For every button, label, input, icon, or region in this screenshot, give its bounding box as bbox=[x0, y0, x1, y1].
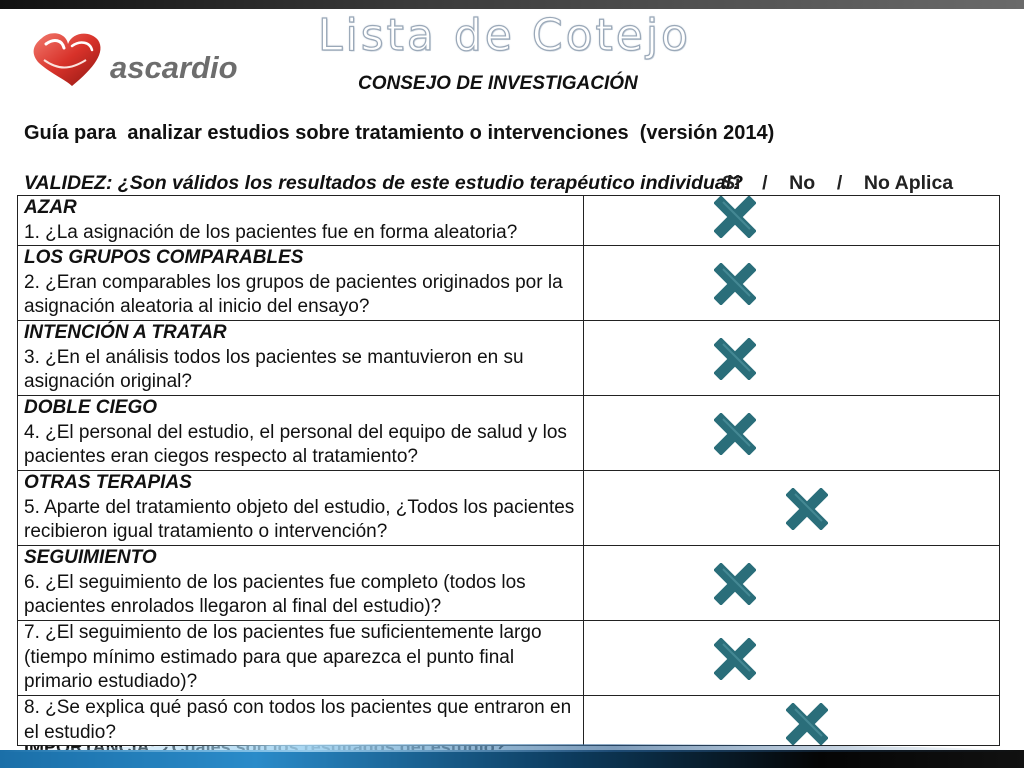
top-decor-bar bbox=[0, 0, 1024, 9]
logo-text: ascardio bbox=[110, 50, 238, 85]
answer-cell[interactable] bbox=[584, 546, 1000, 621]
x-mark-icon bbox=[714, 413, 756, 455]
x-mark-icon bbox=[714, 638, 756, 680]
question-cell bbox=[18, 471, 584, 546]
section-title: DOBLE CIEGO bbox=[24, 397, 158, 418]
page-subtitle: CONSEJO DE INVESTIGACIÓN bbox=[358, 73, 638, 94]
x-mark-icon bbox=[714, 563, 756, 605]
answer-cell[interactable] bbox=[584, 321, 1000, 396]
section-title: INTENCIÓN A TRATAR bbox=[24, 322, 227, 343]
table-row bbox=[18, 321, 1000, 396]
section-title: AZAR bbox=[24, 197, 77, 218]
question-cell bbox=[18, 546, 584, 621]
question-text: 6. ¿El seguimiento de los pacientes fue completo (todos los pacientes enrolados llegaron al final del estudio)? bbox=[24, 571, 526, 617]
table-row bbox=[18, 546, 1000, 621]
answer-cell[interactable] bbox=[584, 246, 1000, 321]
x-mark-icon bbox=[714, 338, 756, 380]
checklist-table bbox=[17, 195, 1000, 746]
table-row bbox=[18, 196, 1000, 246]
table-row bbox=[18, 621, 1000, 696]
answer-cell[interactable] bbox=[584, 396, 1000, 471]
question-text: 5. Aparte del tratamiento objeto del estudio, ¿Todos los pacientes recibieron igual tratamiento o intervención? bbox=[24, 496, 575, 542]
table-row bbox=[18, 471, 1000, 546]
question-text: 1. ¿La asignación de los pacientes fue en forma aleatoria? bbox=[24, 221, 518, 243]
question-text: 3. ¿En el análisis todos los pacientes se mantuvieron en su asignación original? bbox=[24, 346, 524, 392]
x-mark-icon bbox=[714, 196, 756, 238]
answer-cell[interactable] bbox=[584, 196, 1000, 246]
question-text: 2. ¿Eran comparables los grupos de pacientes originados por la asignación aleatoria al inicio del ensayo? bbox=[24, 271, 563, 317]
answer-options-header: Si / No / No Aplica bbox=[722, 172, 954, 194]
section-title: OTRAS TERAPIAS bbox=[24, 472, 192, 493]
question-cell bbox=[18, 396, 584, 471]
answer-cell[interactable] bbox=[584, 471, 1000, 546]
answer-cell[interactable] bbox=[584, 696, 1000, 746]
ascardio-logo bbox=[28, 30, 268, 92]
section-title: SEGUIMIENTO bbox=[24, 547, 157, 568]
page-title: Lista de Cotejo bbox=[318, 10, 691, 61]
question-cell bbox=[18, 321, 584, 396]
heart-logo-icon bbox=[28, 30, 106, 90]
x-mark-icon bbox=[786, 488, 828, 530]
question-cell bbox=[18, 696, 584, 746]
answer-cell[interactable] bbox=[584, 621, 1000, 696]
question-text: 8. ¿Se explica qué pasó con todos los pacientes que entraron en el estudio? bbox=[24, 697, 572, 743]
question-text: 4. ¿El personal del estudio, el personal del equipo de salud y los pacientes eran ciegos respecto al tratamiento? bbox=[24, 421, 567, 467]
x-mark-icon bbox=[714, 263, 756, 305]
table-row bbox=[18, 396, 1000, 471]
table-row bbox=[18, 246, 1000, 321]
bottom-decor-bar bbox=[0, 750, 1024, 768]
guide-heading: Guía para analizar estudios sobre tratamiento o intervenciones (versión 2014) bbox=[24, 122, 775, 144]
section-title: LOS GRUPOS COMPARABLES bbox=[24, 247, 304, 268]
question-cell bbox=[18, 621, 584, 696]
question-cell bbox=[18, 196, 584, 246]
table-row bbox=[18, 696, 1000, 746]
question-cell bbox=[18, 246, 584, 321]
validity-question: VALIDEZ: ¿Son válidos los resultados de este estudio terapéutico individual? bbox=[24, 172, 744, 194]
x-mark-icon bbox=[786, 703, 828, 745]
question-text: 7. ¿El seguimiento de los pacientes fue suficientemente largo (tiempo mínimo estimado para que aparezca el punto final primario estudiado)? bbox=[24, 622, 542, 692]
